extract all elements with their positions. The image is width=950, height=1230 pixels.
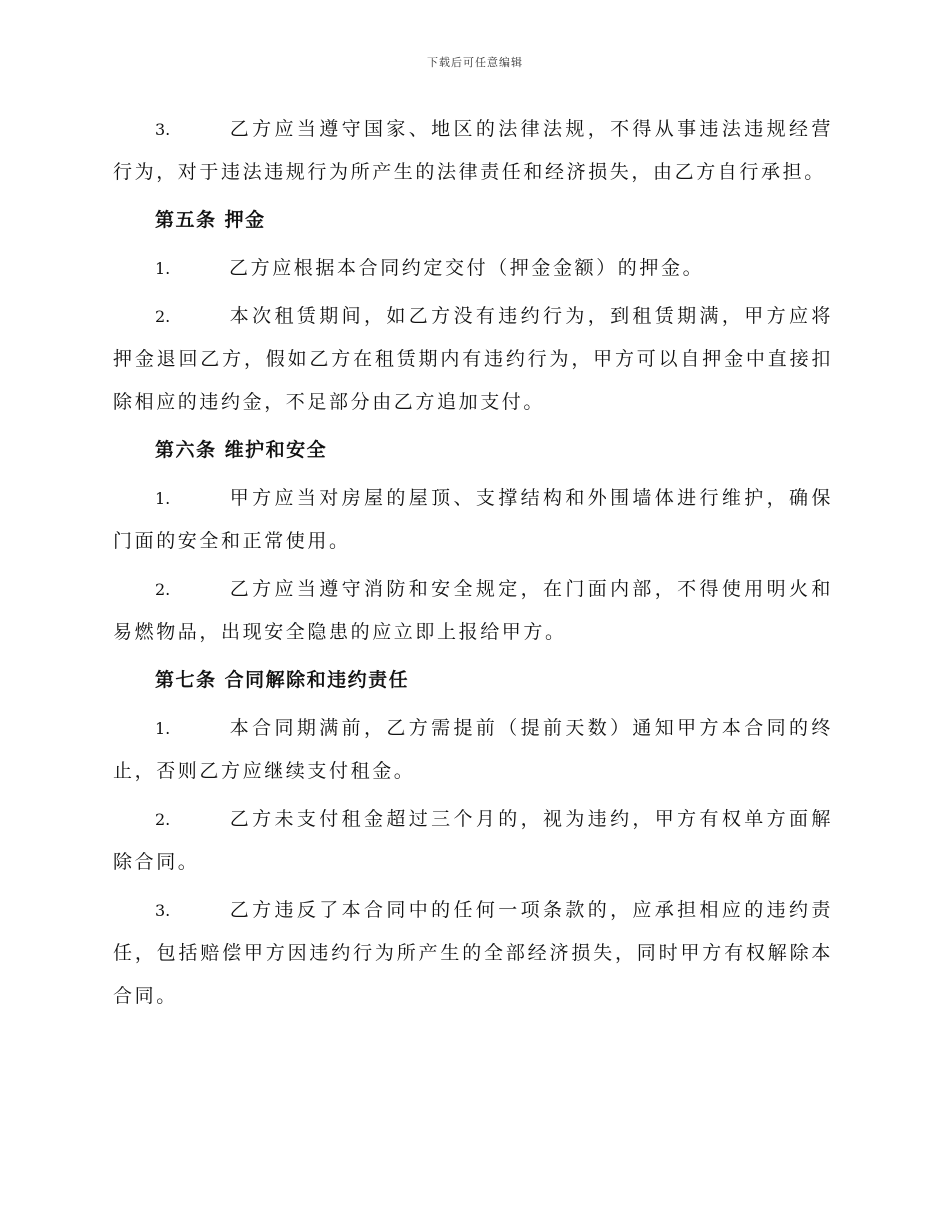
clause-4-3 [113, 108, 833, 194]
section-heading-termination: 第七条 合同解除和违约责任 [155, 669, 410, 691]
clause-7-1 [113, 707, 833, 793]
section-heading-maintenance: 第六条 维护和安全 [155, 439, 328, 461]
clause-text: 本合同期满前，乙方需提前（提前天数）通知甲方本合同的终止，否则乙方应继续支付租金。 [113, 717, 833, 782]
clause-7-3 [113, 889, 833, 1018]
clause-text: 乙方违反了本合同中的任何一项条款的，应承担相应的违约责任，包括赔偿甲方因违约行为所产生的全部经济损失，同时甲方有权解除本合同。 [113, 899, 833, 1007]
clause-6-1 [113, 477, 833, 563]
clause-5-2 [113, 295, 833, 424]
document-body [113, 108, 833, 1023]
clause-text: 本次租赁期间，如乙方没有违约行为，到租赁期满，甲方应将押金退回乙方，假如乙方在租赁期内有违约行为，甲方可以自押金中直接扣除相应的违约金，不足部分由乙方追加支付。 [113, 305, 833, 413]
clause-text: 乙方应当遵守消防和安全规定，在门面内部，不得使用明火和易燃物品，出现安全隐患的应立即上报给甲方。 [113, 578, 833, 643]
clause-number: 2. [155, 307, 171, 326]
section-heading-deposit: 第五条 押金 [155, 209, 266, 231]
clause-text: 乙方应当遵守国家、地区的法律法规，不得从事违法违规经营行为，对于违法违规行为所产生的法律责任和经济损失，由乙方自行承担。 [113, 118, 833, 183]
page-header-note: 下载后可任意编辑 [427, 56, 523, 69]
clause-text: 乙方未支付租金超过三个月的，视为违约，甲方有权单方面解除合同。 [113, 808, 833, 873]
clause-7-2 [113, 798, 833, 884]
clause-number: 1. [155, 489, 171, 508]
clause-number: 2. [155, 580, 171, 599]
clause-number: 1. [155, 719, 171, 738]
clause-6-2 [113, 568, 833, 654]
clause-text: 乙方应根据本合同约定交付（押金金额）的押金。 [229, 257, 705, 279]
clause-number: 1. [155, 259, 171, 278]
clause-number: 2. [155, 810, 171, 829]
clause-text: 甲方应当对房屋的屋顶、支撑结构和外围墙体进行维护，确保门面的安全和正常使用。 [113, 487, 833, 552]
clause-5-1 [113, 247, 833, 290]
clause-number: 3. [155, 901, 171, 920]
clause-number: 3. [155, 120, 171, 139]
